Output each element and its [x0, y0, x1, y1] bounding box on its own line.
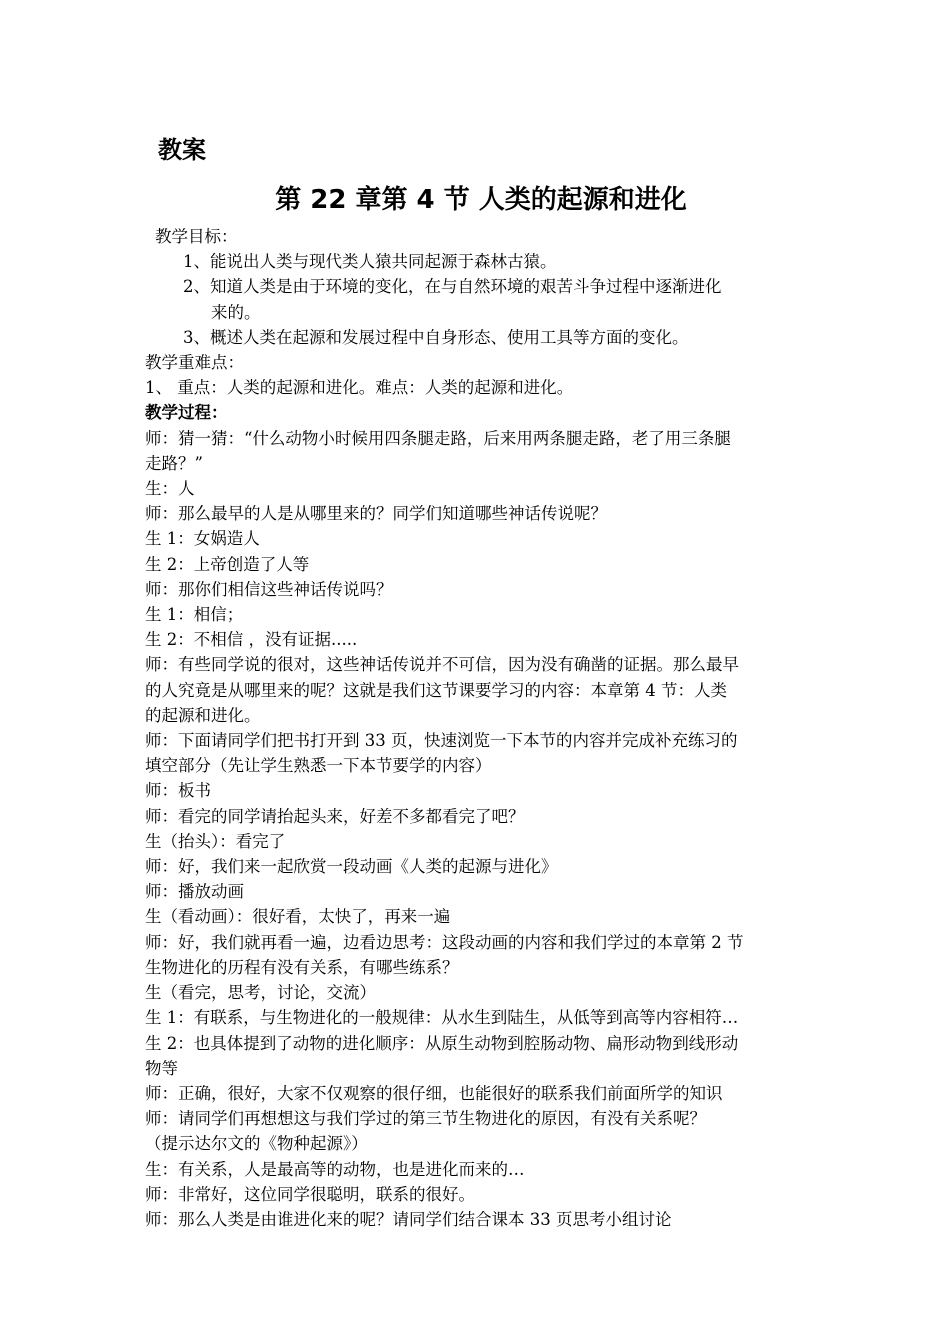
dialogue-line: 生 1：有联系，与生物进化的一般规律：从水生到陆生，从低等到高等内容相符…	[145, 1008, 739, 1028]
objective-item: 3、概述人类在起源和发展过程中自身形态、使用工具等方面的变化。	[183, 327, 689, 347]
dialogue-line: 物等	[145, 1058, 178, 1078]
dialogue-line: 师：看完的同学请抬起头来，好差不多都看完了吧？	[145, 806, 525, 826]
key-points-heading: 教学重难点：	[145, 353, 244, 373]
objectives-heading: 教学目标：	[155, 227, 238, 246]
objective-item: 2、知道人类是由于环境的变化，在与自然环境的艰苦斗争过程中逐渐进化	[183, 277, 722, 297]
dialogue-line: 生（看完，思考，讨论，交流）	[145, 983, 376, 1003]
dialogue-line: 师：猜一猜：“什么动物小时候用四条腿走路，后来用两条腿走路，老了用三条腿	[145, 428, 731, 448]
dialogue-line: 师：那你们相信这些神话传说吗？	[145, 579, 393, 599]
dialogue-line: 生 2：上帝创造了人等	[145, 554, 310, 574]
dialogue-line: 师：正确，很好，大家不仅观察的很仔细，也能很好的联系我们前面所学的知识	[145, 1083, 723, 1103]
dialogue-line: 走路？”	[145, 453, 203, 473]
dialogue-line: 师：请同学们再想想这与我们学过的第三节生物进化的原因，有没有关系呢？	[145, 1109, 706, 1129]
dialogue-line: 师：那么最早的人是从哪里来的？同学们知道哪些神话传说呢？	[145, 504, 607, 524]
dialogue-line: 师：好，我们就再看一遍，边看边思考：这段动画的内容和我们学过的本章第 2 节	[145, 932, 744, 952]
key-points-text: 1、 重点：人类的起源和进化。难点：人类的起源和进化。	[145, 378, 574, 398]
dialogue-line: 的起源和进化。	[145, 705, 261, 725]
dialogue-line: 填空部分（先让学生熟悉一下本节要学的内容）	[145, 756, 492, 776]
dialogue-line: 师：下面请同学们把书打开到 33 页，快速浏览一下本节的内容并完成补充练习的	[145, 731, 738, 751]
process-heading: 教学过程：	[145, 403, 228, 423]
dialogue-line: 生 2：也具体提到了动物的进化顺序：从原生动物到腔肠动物、扁形动物到线形动	[145, 1033, 739, 1053]
objective-item-continued: 来的。	[211, 302, 261, 322]
dialogue-line: 师：播放动画	[145, 882, 244, 902]
dialogue-line: 生物进化的历程有没有关系，有哪些练系？	[145, 957, 459, 977]
dialogue-line: 生 1：女娲造人	[145, 529, 260, 549]
page-title: 第 22 章第 4 节 人类的起源和进化	[275, 185, 687, 215]
dialogue-line: （提示达尔文的《物种起源》）	[145, 1134, 368, 1154]
dialogue-line: 师：有些同学说的很对，这些神话传说并不可信，因为没有确凿的证据。那么最早	[145, 655, 739, 675]
dialogue-line: 生 1：相信；	[145, 605, 244, 625]
dialogue-line: 的人究竟是从哪里来的呢？这就是我们这节课要学习的内容：本章第 4 节：人类	[145, 680, 727, 700]
dialogue-line: 生：人	[145, 479, 195, 499]
document-body	[145, 224, 810, 1232]
dialogue-line: 生：有关系，人是最高等的动物，也是进化而来的…	[145, 1159, 525, 1179]
dialogue-line: 师：非常好，这位同学很聪明，联系的很好。	[145, 1184, 475, 1204]
objective-item: 1、能说出人类与现代类人猿共同起源于森林古猿。	[183, 252, 557, 272]
dialogue-line: 师：好，我们来一起欣赏一段动画《人类的起源与进化》	[145, 857, 558, 877]
dialogue-line: 生（看动画）：很好看，太快了，再来一遍	[145, 907, 451, 927]
dialogue-line: 师：板书	[145, 781, 211, 801]
dialogue-line: 生（抬头）：看完了	[145, 831, 286, 851]
dialogue-line: 师：那么人类是由谁进化来的呢？请同学们结合课本 33 页思考小组讨论	[145, 1209, 672, 1229]
doc-label: 教案	[158, 136, 206, 164]
dialogue-line: 生 2：不相信 ，没有证据.....	[145, 630, 358, 650]
